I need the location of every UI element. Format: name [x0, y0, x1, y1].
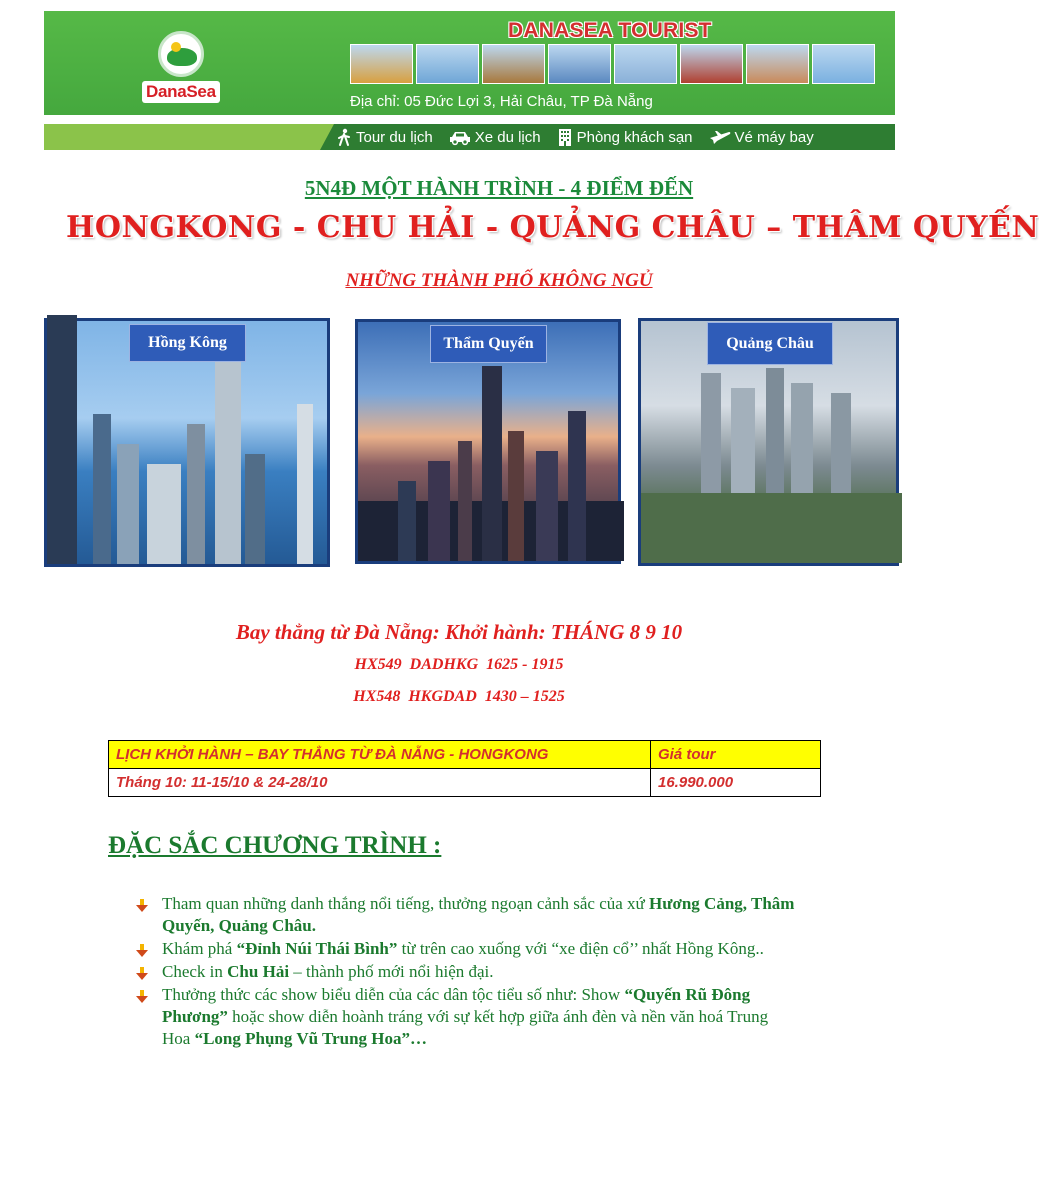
building-shape — [47, 315, 77, 564]
tour-main-title: HONGKONG - CHU HẢI - QUẢNG CHÂU – THÂM QUYẾN — [66, 210, 1039, 245]
hotel-icon — [557, 128, 573, 146]
logo-emblem-icon — [158, 31, 204, 77]
thumbnail-6 — [680, 44, 743, 84]
car-icon — [449, 129, 471, 145]
brand-name: DANASEA TOURIST — [508, 19, 712, 42]
nav-accent-bar — [44, 124, 334, 150]
schedule-table — [108, 740, 821, 797]
building-shape — [428, 461, 450, 561]
nav-hotel-label: Phòng khách sạn — [576, 128, 693, 146]
arrow-bullet-icon — [136, 897, 148, 919]
list-item — [136, 984, 796, 1050]
nav-tour-label: Tour du lịch — [356, 128, 433, 146]
highlight-text: – thành phố mới nổi hiện đại. — [289, 962, 494, 981]
building-shape — [641, 493, 902, 563]
thumbnail-1 — [350, 44, 413, 84]
price-header-cell: Giá tour — [651, 741, 821, 769]
building-shape — [117, 444, 139, 564]
thumbnail-4 — [548, 44, 611, 84]
nav-flight[interactable] — [709, 129, 814, 146]
highlight-bold: “Đỉnh Núi Thái Bình” — [236, 939, 398, 958]
highlights-list — [136, 893, 796, 1051]
table-row — [109, 769, 821, 797]
header-banner — [44, 11, 895, 115]
building-shape — [536, 451, 558, 561]
highlight-text: Thưởng thức các show biểu diễn của các dân tộc tiểu số như: Show — [162, 985, 625, 1004]
photo-label-tham-quyen: Thẩm Quyến — [430, 325, 547, 363]
tour-slogan: NHỮNG THÀNH PHỐ KHÔNG NGỦ — [345, 270, 653, 291]
logo-text: DanaSea — [142, 81, 220, 103]
price-cell: 16.990.000 — [651, 769, 821, 797]
nav-flight-label: Vé máy bay — [734, 128, 814, 146]
highlight-bold: Hương Cảng, Thâm Quyến, Quảng Châu. — [162, 894, 795, 935]
destination-thumbnails — [350, 44, 875, 84]
highlight-text: Tham quan những danh thắng nổi tiếng, thưởng ngoạn cảnh sắc của xứ — [162, 894, 650, 913]
photo-label-quang-chau: Quảng Châu — [707, 322, 833, 365]
company-address: Địa chỉ: 05 Đức Lợi 3, Hải Châu, TP Đà Nẵng — [350, 93, 653, 110]
service-nav — [44, 124, 895, 150]
danasea-logo[interactable] — [140, 31, 230, 111]
nav-hotel[interactable] — [557, 128, 693, 146]
photo-label-hong-kong: Hồng Kông — [129, 324, 246, 362]
building-shape — [508, 431, 524, 561]
building-shape — [187, 424, 205, 564]
flight-return: HX548 HKGDAD 1430 – 1525 — [353, 688, 565, 705]
highlight-text: hoặc show diễn hoành tráng với sự kết hợp giữa ánh đèn và nền văn hoá Trung Hoa — [162, 1007, 769, 1048]
thumbnail-2 — [416, 44, 479, 84]
flight-headline: Bay thẳng từ Đà Nẵng: Khởi hành: THÁNG 8 9 10 — [235, 620, 683, 644]
schedule-header-cell: LỊCH KHỞI HÀNH – BAY THẲNG TỪ ĐÀ NẴNG - HONGKONG — [109, 741, 651, 769]
flight-outbound: HX549 DADHKG 1625 - 1915 — [354, 656, 564, 673]
building-shape — [398, 481, 416, 561]
plane-icon — [709, 129, 731, 145]
thumbnail-8 — [812, 44, 875, 84]
building-shape — [147, 464, 181, 564]
table-header-row — [109, 741, 821, 769]
thumbnail-3 — [482, 44, 545, 84]
highlight-bold: “Quyến Rũ Đông Phương” — [162, 985, 751, 1026]
nav-tour[interactable] — [336, 128, 433, 146]
highlight-bold: “Long Phụng Vũ Trung Hoa”… — [194, 1029, 427, 1048]
highlights-title: ĐẶC SẮC CHƯƠNG TRÌNH : — [108, 832, 442, 859]
building-shape — [458, 441, 472, 561]
nav-car-label: Xe du lịch — [474, 128, 541, 146]
building-shape — [297, 404, 313, 564]
arrow-bullet-icon — [136, 988, 148, 1010]
photo-quang-chau — [638, 318, 899, 566]
highlight-text: từ trên cao xuống với “xe điện cổ’’ nhất Hồng Kông.. — [397, 939, 764, 958]
thumbnail-5 — [614, 44, 677, 84]
building-shape — [568, 411, 586, 561]
highlight-bold: Chu Hải — [227, 962, 290, 981]
building-shape — [482, 366, 502, 561]
tour-subtitle: 5N4Đ MỘT HÀNH TRÌNH - 4 ĐIỂM ĐẾN — [304, 176, 694, 200]
highlight-text: Check in — [162, 962, 228, 981]
thumbnail-7 — [746, 44, 809, 84]
list-item — [136, 961, 796, 983]
photo-tham-quyen — [355, 319, 621, 564]
building-shape — [245, 454, 265, 564]
hiker-icon — [336, 128, 352, 146]
nav-car[interactable] — [449, 129, 541, 146]
building-shape — [215, 359, 241, 564]
highlight-text: Khám phá — [162, 939, 237, 958]
building-shape — [93, 414, 111, 564]
photo-hong-kong — [44, 318, 330, 567]
schedule-date-cell: Tháng 10: 11-15/10 & 24-28/10 — [109, 769, 651, 797]
list-item — [136, 938, 796, 960]
list-item — [136, 893, 796, 937]
